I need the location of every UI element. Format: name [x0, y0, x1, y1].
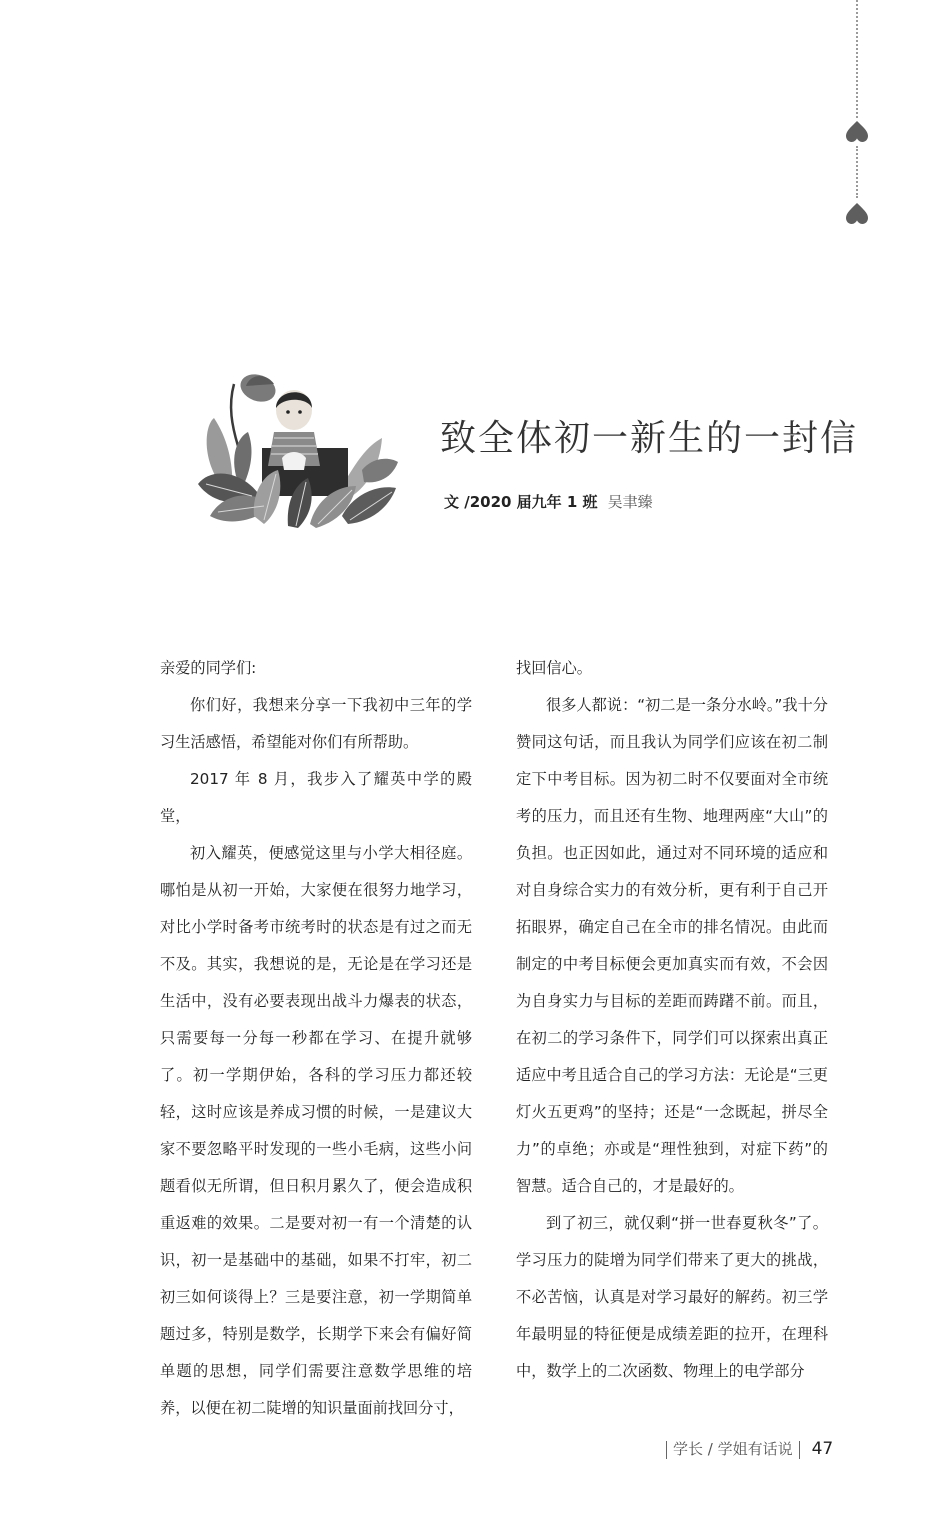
page-number: 47: [811, 1439, 834, 1459]
section-name: 学长 / 学姐有话说: [673, 1440, 793, 1458]
body-paragraph: 2017 年 8 月，我步入了耀英中学的殿堂，: [160, 770, 472, 825]
heart-icon: [844, 118, 870, 144]
byline-author: 吴聿臻: [607, 493, 653, 511]
body-paragraph: 找回信心。: [516, 659, 592, 677]
dotted-line-middle: [856, 146, 858, 198]
byline: [444, 491, 653, 513]
body-paragraph: 很多人都说：“初二是一条分水岭。”我十分赞同这句话，而且我认为同学们应该在初二制定下中考目标。因为初二时不仅要面对全市统考的压力，而且还有生物、地理两座“大山”的负担。也正因如此，通过对不同环境的适应和对自身综合实力的有效分析，更有利于自己开拓眼界，确定自己在全市的排名情况。由此而制定的中考目标便会更加真实而有效，不会因为自身实力与目标的差距而踌躇不前。而且，在初二的学习条件下，同学们可以探索出真正适应中考且适合自己的学习方法：无论是“三更灯火五更鸡”的坚持；还是“一念既起，拼尽全力”的卓绝；亦或是“理性独到，对症下药”的智慧。适合自己的，才是最好的。: [516, 696, 828, 1195]
dotted-line-top: [856, 0, 858, 118]
salutation: 亲爱的同学们:: [160, 659, 257, 677]
footer-divider: [799, 1441, 800, 1459]
footer-divider: [666, 1441, 667, 1459]
body-paragraph: 到了初三，就仅剩“拼一世春夏秋冬”了。学习压力的陡增为同学们带来了更大的挑战，不必苦恼，认真是对学习最好的解药。初三学年最明显的特征便是成绩差距的拉开，在理科中，数学上的二次函数、物理上的电学部分: [516, 1214, 828, 1380]
heart-icon: [844, 200, 870, 226]
article-title: 致全体初一新生的一封信: [440, 418, 859, 459]
byline-class: 文 /2020 届九年 1 班: [444, 493, 598, 511]
child-with-lamp-and-leaves-illustration: [192, 366, 402, 528]
page-footer: [660, 1436, 833, 1462]
body-paragraph: 你们好，我想来分享一下我初中三年的学习生活感悟，希望能对你们有所帮助。: [160, 696, 472, 751]
right-column: [516, 650, 828, 1390]
left-column: [160, 650, 472, 1427]
body-paragraph: 初入耀英，便感觉这里与小学大相径庭。哪怕是从初一开始，大家便在很努力地学习，对比小学时备考市统考时的状态是有过之而无不及。其实，我想说的是，无论是在学习还是生活中，没有必要表现出战斗力爆表的状态，只需要每一分每一秒都在学习、在提升就够了。初一学期伊始，各科的学习压力都还较轻，这时应该是养成习惯的时候，一是建议大家不要忽略平时发现的一些小毛病，这些小问题看似无所谓，但日积月累久了，便会造成积重返难的效果。二是要对初一有一个清楚的认识，初一是基础中的基础，如果不打牢，初二初三如何谈得上？三是要注意，初一学期简单题过多，特别是数学，长期学下来会有偏好简单题的思想，同学们需要注意数学思维的培养，以便在初二陡增的知识量面前找回分寸，: [160, 844, 472, 1417]
